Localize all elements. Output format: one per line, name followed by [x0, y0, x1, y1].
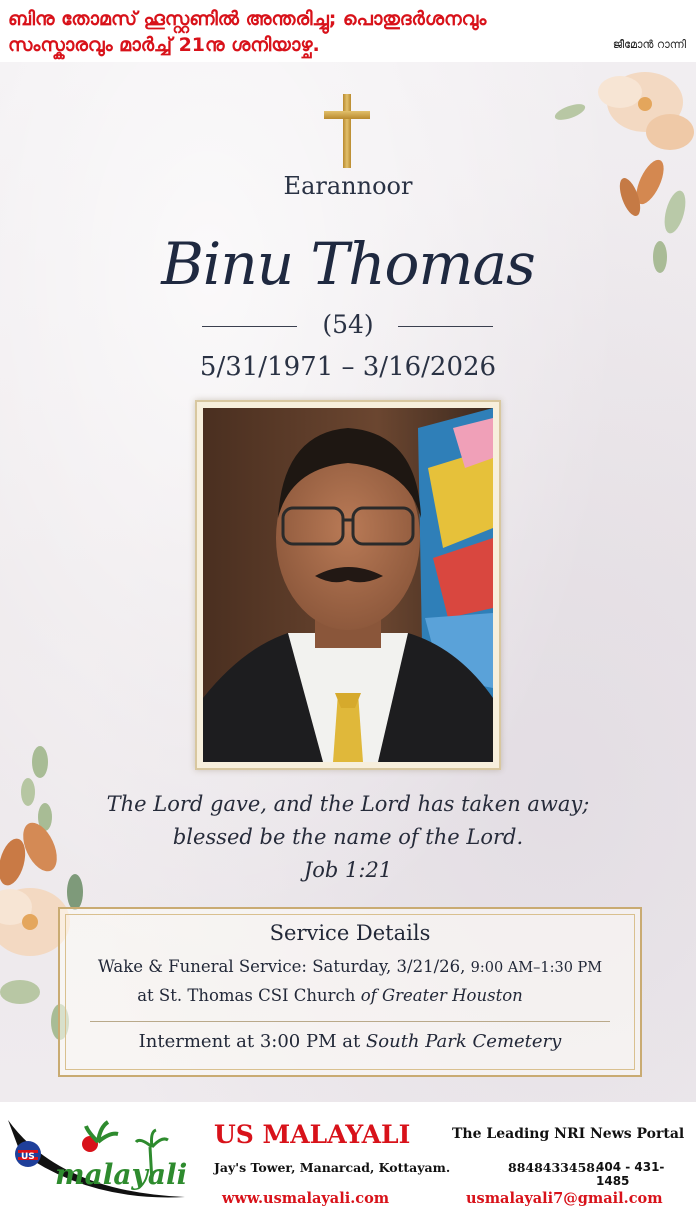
- brand-name: US MALAYALI: [214, 1120, 411, 1149]
- publisher-footer: [0, 1102, 696, 1215]
- verse-line-2: blessed be the name of the Lord.: [172, 825, 524, 849]
- cross-icon-bar: [324, 111, 370, 119]
- church-suffix: of Greater Houston: [360, 986, 523, 1005]
- hometown: Earannoor: [283, 172, 413, 200]
- address: Jay's Tower, Manarcad, Kottayam.: [214, 1160, 451, 1175]
- wake-service-line: [60, 957, 640, 976]
- service-title: Service Details: [269, 921, 431, 945]
- wake-service-text: Wake & Funeral Service: Saturday, 3/21/26,: [97, 957, 466, 976]
- service-divider: [90, 1021, 610, 1022]
- obituary-card: [0, 62, 696, 1102]
- logo-badge-text: US: [21, 1152, 35, 1162]
- portrait-photo: [203, 408, 493, 762]
- website-link[interactable]: www.usmalayali.com: [222, 1190, 390, 1207]
- phone-number-1[interactable]: 8848433458.: [508, 1160, 600, 1175]
- portrait-frame: [195, 400, 501, 770]
- news-headline: [0, 0, 696, 62]
- byline: ജീമോൻ റാന്നി: [612, 38, 686, 51]
- verse-reference: Job 1:21: [303, 858, 393, 882]
- headline-line-1: ബിനു തോമസ് ഹൂസ്റ്റണിൽ അന്തരിച്ചു; പൊതുദർശനവും: [8, 8, 487, 30]
- email-link[interactable]: usmalayali7@gmail.com: [466, 1190, 663, 1207]
- age: (54): [322, 310, 374, 339]
- divider-right: [398, 326, 493, 327]
- deceased-name: Binu Thomas: [161, 230, 535, 298]
- wake-service-time: 9:00 AM–1:30 PM: [470, 960, 603, 976]
- church-line: [40, 986, 620, 1005]
- cross-icon: [343, 94, 351, 168]
- us-malayali-logo[interactable]: [0, 1102, 210, 1215]
- logo-text: malayali: [55, 1158, 188, 1191]
- church-name: at St. Thomas CSI Church: [137, 986, 356, 1005]
- interment-text: Interment at 3:00 PM at: [138, 1031, 361, 1052]
- headline-line-2: സംസ്കാരവും മാർച്ച് 21നു ശനിയാഴ്ച.: [8, 34, 320, 56]
- tagline: The Leading NRI News Portal: [452, 1126, 685, 1142]
- interment-place: South Park Cemetery: [365, 1031, 562, 1052]
- interment-line: [60, 1031, 640, 1052]
- phone-number-2[interactable]: 404 - 431-1485: [596, 1160, 665, 1188]
- verse-line-1: The Lord gave, and the Lord has taken away;: [106, 792, 590, 816]
- service-details-box: [58, 907, 642, 1077]
- life-dates: 5/31/1971 – 3/16/2026: [199, 352, 497, 382]
